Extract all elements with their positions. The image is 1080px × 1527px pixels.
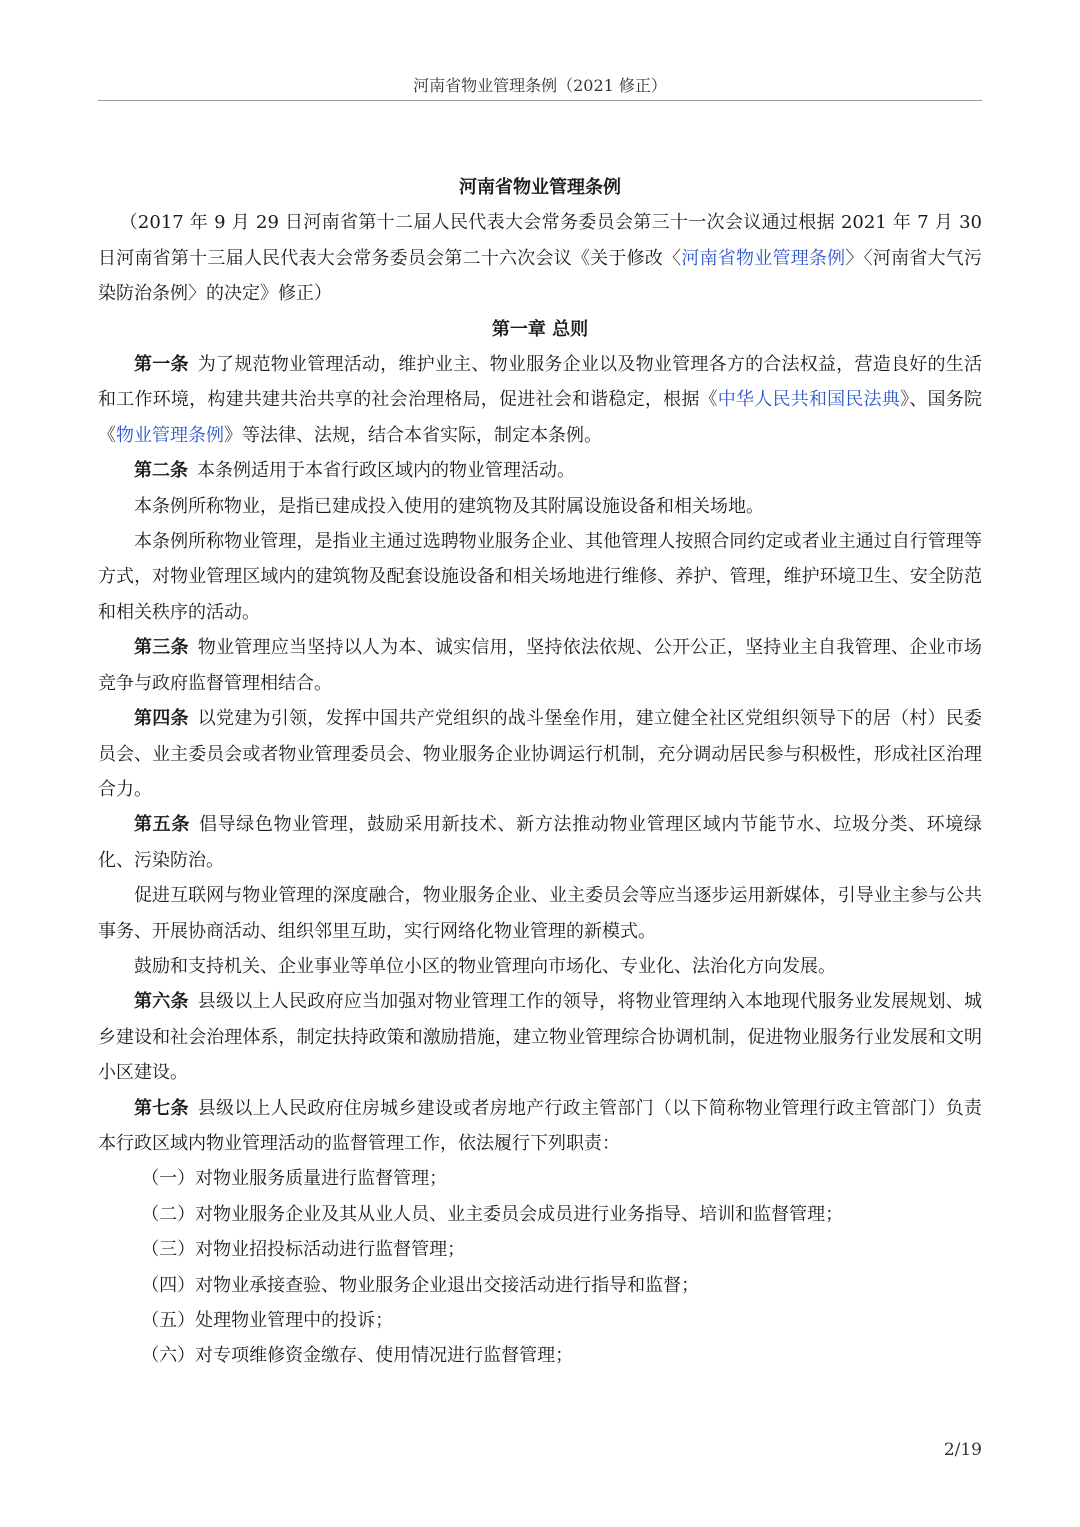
page-number: 2/19	[943, 1440, 982, 1460]
article-text: 县级以上人民政府住房城乡建设或者房地产行政主管部门（以下简称物业管理行政主管部门）负责本行政区域内物业管理活动的监督管理工作，依法履行下列职责：	[98, 1097, 982, 1154]
article-text: 为了规范物业管理活动，维护业主、物业服务企业以及物业管理各方的合法权益，营造良好的生活和工作环境，构建共建共治共享的社会治理格局，促进社会和谐稳定，根据《	[98, 354, 982, 411]
adoption-note	[98, 205, 982, 311]
list-item: （六）对专项维修资金缴存、使用情况进行监督管理；	[141, 1345, 574, 1367]
article-label: 第三条	[134, 637, 189, 659]
article-2-paragraph-2: 本条例所称物业，是指已建成投入使用的建筑物及其附属设施设备和相关场地。	[134, 495, 764, 517]
article-2	[98, 453, 982, 488]
chapter-heading: 第一章 总则	[491, 318, 589, 340]
article-3	[98, 630, 982, 701]
article-text: 本条例适用于本省行政区域内的物业管理活动。	[197, 460, 575, 482]
running-header: 河南省物业管理条例（2021 修正）	[98, 72, 982, 101]
article-text: 》等法律、法规，结合本省实际，制定本条例。	[224, 424, 602, 446]
article-label: 第一条	[134, 354, 189, 376]
article-text: 县级以上人民政府应当加强对物业管理工作的领导，将物业管理纳入本地现代服务业发展规划、城乡建设和社会治理体系，制定扶持政策和激励措施，建立物业管理综合协调机制，促进物业服务行业发展和文明小区建设。	[98, 991, 982, 1084]
article-label: 第七条	[134, 1097, 189, 1119]
article-text: 以党建为引领，发挥中国共产党组织的战斗堡垒作用，建立健全社区党组织领导下的居（村）民委员会、业主委员会或者物业管理委员会、物业服务企业协调运行机制，充分调动居民参与积极性，形成社区治理合力。	[98, 708, 982, 800]
regulation-link[interactable]: 河南省物业管理条例	[681, 247, 846, 269]
civil-code-link[interactable]: 中华人民共和国民法典	[717, 389, 901, 411]
document-title: 河南省物业管理条例	[459, 177, 621, 198]
article-4	[98, 701, 982, 807]
list-item: （五）处理物业管理中的投诉；	[141, 1310, 394, 1331]
article-6	[98, 984, 982, 1090]
article-label: 第二条	[134, 460, 188, 482]
adoption-note-text-a: （2017 年 9 月 29 日河南省第十二届人民代表大会常务委员会第三十一次会议通过根据 2021 年 7 月 30 日河南省第十三届人民代表大会常务委员会第二十六次会议《关于修改〈	[98, 212, 982, 269]
article-label: 第四条	[134, 708, 189, 730]
article-text: 倡导绿色物业管理，鼓励采用新技术、新方法推动物业管理区域内节能节水、垃圾分类、环境绿化、污染防治。	[98, 814, 983, 871]
adoption-note-text-b: 〉〈河南省大气污染防治条例〉的决定》修正）	[98, 247, 983, 305]
article-1	[98, 347, 982, 453]
document-body	[98, 170, 982, 1374]
article-7	[98, 1091, 982, 1162]
article-5-paragraph-3: 鼓励和支持机关、企业事业等单位小区的物业管理向市场化、专业化、法治化方向发展。	[134, 955, 836, 977]
article-text: 》、国务院《	[98, 389, 983, 446]
article-5-paragraph-2: 促进互联网与物业管理的深度融合，物业服务企业、业主委员会等应当逐步运用新媒体，引导业主参与公共事务、开展协商活动、组织邻里互助，实行网络化物业管理的新模式。	[98, 885, 982, 942]
list-item: （二）对物业服务企业及其从业人员、业主委员会成员进行业务指导、培训和监督管理；	[141, 1203, 844, 1225]
article-5	[98, 807, 982, 878]
article-text: 物业管理应当坚持以人为本、诚实信用，坚持依法依规、公开公正，坚持业主自我管理、企业市场竞争与政府监督管理相结合。	[98, 637, 982, 694]
list-item: （一）对物业服务质量进行监督管理；	[141, 1168, 448, 1190]
property-regulation-link[interactable]: 物业管理条例	[116, 424, 224, 446]
article-label: 第五条	[134, 814, 190, 836]
list-item: （三）对物业招投标活动进行监督管理；	[141, 1239, 466, 1261]
list-item: （四）对物业承接查验、物业服务企业退出交接活动进行指导和监督；	[141, 1274, 700, 1296]
article-label: 第六条	[134, 991, 189, 1013]
article-2-paragraph-3: 本条例所称物业管理，是指业主通过选聘物业服务企业、其他管理人按照合同约定或者业主通过自行管理等方式，对物业管理区域内的建筑物及配套设施设备和相关场地进行维修、养护、管理，维护环境卫生、安全防范和相关秩序的活动。	[98, 531, 982, 623]
